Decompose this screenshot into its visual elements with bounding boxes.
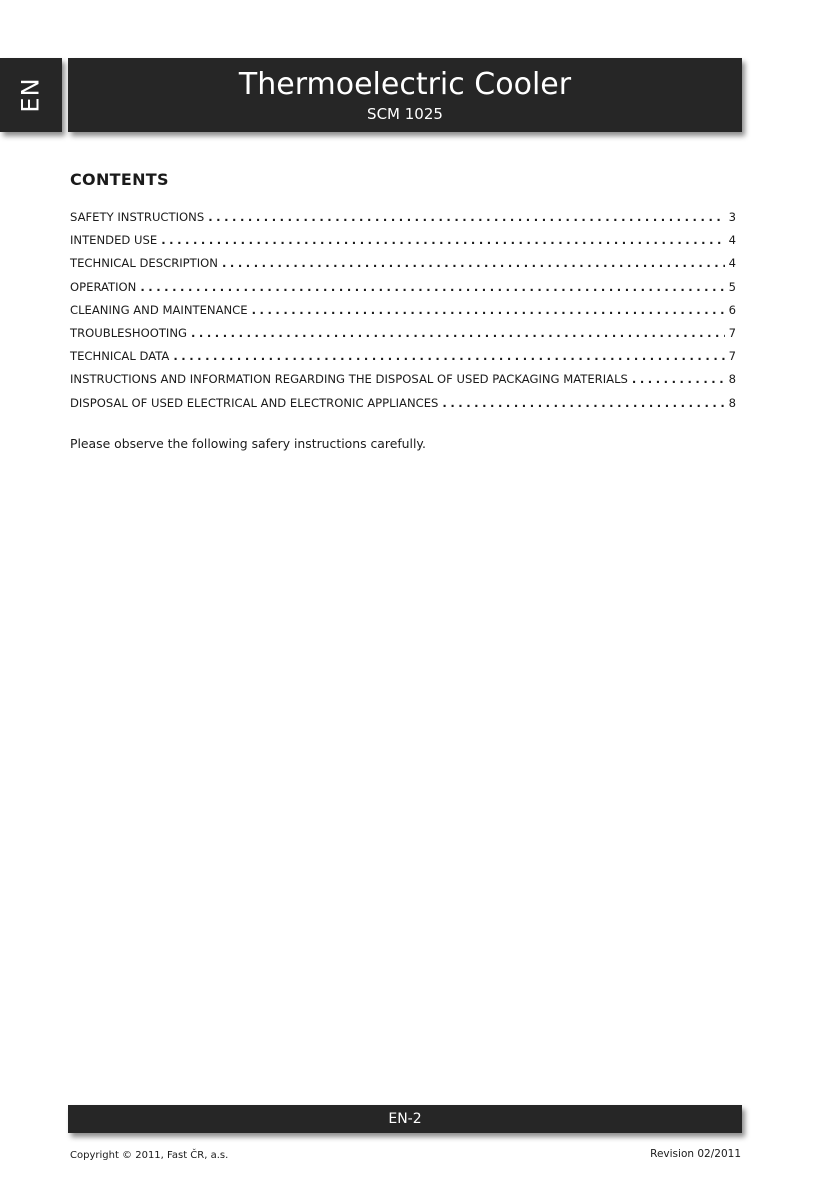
toc-entry-page: 4 — [728, 233, 736, 248]
toc-leader-dots — [161, 233, 724, 247]
toc-entry-page: 7 — [728, 325, 736, 340]
language-tab — [0, 58, 62, 132]
toc-leader-dots — [208, 210, 724, 224]
toc-entry — [70, 210, 736, 233]
toc-entry-title: TROUBLESHOOTING — [70, 325, 187, 340]
toc-entry-title: SAFETY INSTRUCTIONS — [70, 210, 205, 224]
toc-entry-title: OPERATION — [70, 279, 137, 294]
revision-value: 02/2011 — [697, 1148, 741, 1160]
toc-entry — [70, 349, 736, 372]
page-number: EN-2 — [388, 1111, 422, 1127]
footer-bar — [68, 1105, 742, 1133]
toc-entry-page: 7 — [728, 349, 736, 364]
toc-leader-dots — [442, 396, 724, 410]
toc-entry-page: 8 — [728, 395, 736, 410]
toc-leader-dots — [191, 326, 725, 340]
toc-entry-title: DISPOSAL OF USED ELECTRICAL AND ELECTRONIC APPLIANCES — [70, 395, 439, 410]
safety-intro-text: Please observe the following safery instructions carefully. — [70, 436, 426, 451]
header-bar — [68, 58, 742, 132]
toc-entry-title: TECHNICAL DESCRIPTION — [70, 256, 218, 271]
toc-entry-title: TECHNICAL DATA — [70, 349, 170, 364]
model-number: SCM 1025 — [367, 105, 443, 123]
toc-leader-dots — [222, 256, 725, 270]
toc-entry — [70, 326, 736, 349]
toc-entry-page: 8 — [728, 372, 736, 387]
toc-entry-title: INSTRUCTIONS AND INFORMATION REGARDING THE DISPOSAL OF USED PACKAGING MATERIALS — [70, 372, 628, 387]
toc-entry-page: 3 — [728, 210, 736, 224]
document-title: Thermoelectric Cooler — [238, 67, 572, 102]
toc-leader-dots — [632, 372, 725, 386]
toc-entry — [70, 396, 736, 419]
toc-entry — [70, 303, 736, 326]
language-tab-label: EN — [17, 77, 45, 113]
toc-entry — [70, 372, 736, 395]
toc-entry-title: CLEANING AND MAINTENANCE — [70, 302, 248, 317]
toc-entry-page: 6 — [728, 302, 736, 317]
revision-label: Revision — [650, 1148, 695, 1160]
toc-leader-dots — [252, 303, 725, 317]
toc-entry-title: INTENDED USE — [70, 233, 158, 248]
revision-info — [650, 1148, 741, 1160]
toc-leader-dots — [140, 280, 724, 294]
toc-entry — [70, 256, 736, 279]
toc-entry-page: 4 — [728, 256, 736, 271]
toc-entry — [70, 233, 736, 256]
table-of-contents — [70, 210, 736, 419]
copyright-notice: Copyright © 2011, Fast ČR, a.s. — [70, 1150, 229, 1161]
toc-entry-page: 5 — [728, 279, 736, 294]
contents-heading: CONTENTS — [70, 170, 169, 189]
toc-entry — [70, 280, 736, 303]
toc-leader-dots — [173, 349, 724, 363]
